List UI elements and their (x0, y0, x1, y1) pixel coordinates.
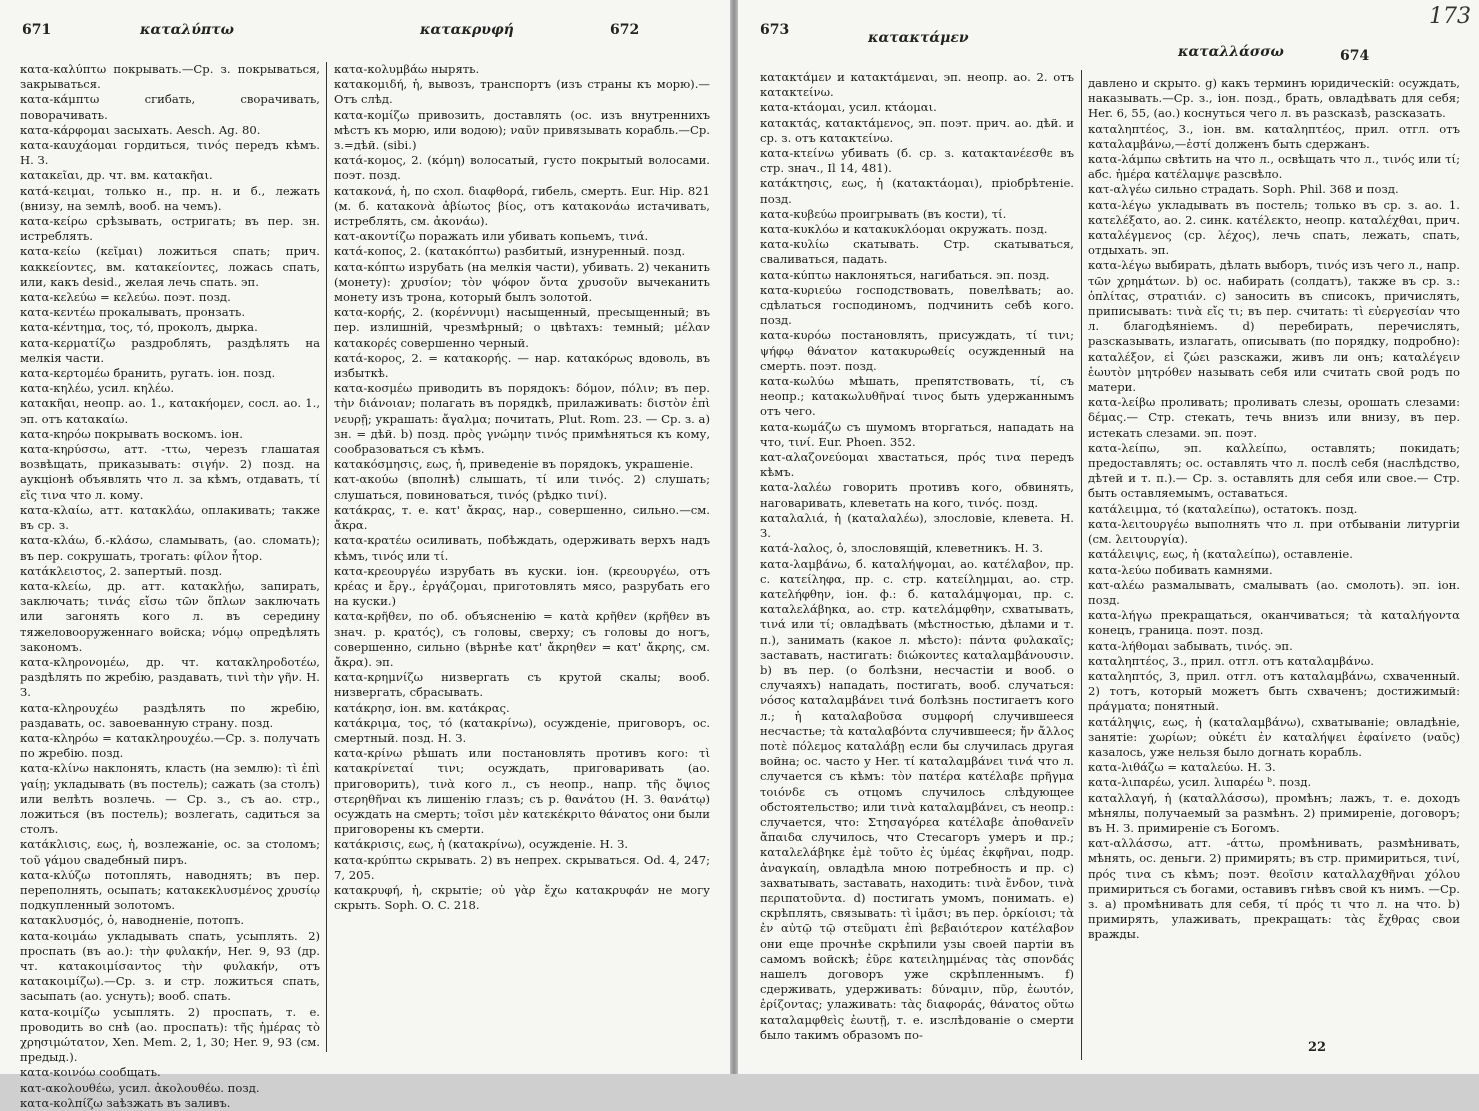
dictionary-entry: κατα-λειτουργέω выполнять что л. при отбываніи литургіи (см. λειτουργία). (1088, 516, 1460, 547)
dictionary-entry: κατα-κλείω, др. атт. κατακλῄω, запирать, заключать; τινάς εἴσω τῶν ὅπλων заключать или загонять кого л. въ середину тяжеловооруженнаго войска; νόμῳ опредѣлять закономъ. (20, 578, 320, 654)
dictionary-entry: καταλλαγή, ἡ (καταλλάσσω), промѣнъ; лажъ, т. е. доходъ мѣнялы, получаемый за размѣнъ. 2) примиреніе, договоръ; въ Н. З. примиреніе съ Богомъ. (1088, 790, 1460, 835)
dictionary-entry: κατα-κοιμάω укладывать спать, усыплять. 2) проспать (въ ао.): τὴν φυλακήν, Her. 9, 93 (др. чт. κατακοιμίσαντος τὴν φυλακήν, отъ κατακοιμίζω).—Ср. з. и стр. ложиться спать, засыпать (ао. уснуть); вооб. спать. (20, 928, 320, 1004)
dictionary-entry: κατακεῖαι, др. чт. вм. κατακῆαι. (20, 168, 213, 183)
dictionary-entry: κατάλειψις, εως, ἡ (καταλείπω), оставленіе. (1088, 547, 1353, 562)
dictionary-entry: κατάκρησ, іон. вм. κατάκρας. (334, 700, 510, 715)
dictionary-entry: κατάκρισις, εως, ἡ (κατακρίνω), осужденіе. Н. З. (334, 837, 629, 852)
column-divider (1081, 70, 1082, 1060)
dictionary-entry: давлено и скрыто. g) какъ терминъ юридическій: осуждать, наказывать.—Ср. з., іон. позд., брать, овладѣвать для себя; Her. 6, 55, (ао.) коснуться чего л. въ разсказѣ, разсказать. (1088, 76, 1460, 121)
dictionary-entry: κατακτάς, κατακτάμενος, эп. поэт. прич. ао. дѣй. и ср. з. отъ κατακτείνω. (760, 115, 1074, 145)
dictionary-entry: κατ-ακούω (вполнѣ) слышать, τί или τινός. 2) слушать; слушаться, повиноваться, τινός (рѣдко τινί). (334, 472, 710, 502)
dictionary-entry: κατακτάμεν и κατακτάμεναι, эп. неопр. ао. 2. отъ κατακτείνω. (760, 70, 1074, 100)
dictionary-entry: καταληπτέος, 3., іон. вм. καταληπτέος, прил. отгл. отъ καταλαμβάνω,—ἐστί долженъ быть сдержанъ. (1088, 121, 1460, 151)
dictionary-entry: κατά-κοπος, 2. (κατακόπτω) разбитый, изнуренный. позд. (334, 244, 686, 259)
dictionary-entry: κατα-κυβεύω проигрывать (въ кости), τί. (760, 206, 1007, 221)
dictionary-entry: κατα-κόπτω изрубать (на мелкія части), убивать. 2) чеканить (монету): χρυσίον; τὸν ψόφον ὄντα χρυσοῦν вычеканить монету изъ трона, который былъ золотой. (334, 259, 710, 305)
dictionary-entry: κατάκριμα, τος, τό (κατακρίνω), осужденіе, приговоръ, ос. смертный. позд. Н. З. (334, 715, 710, 745)
dictionary-entry: κατα-κλαίω, атт. κατακλάω, оплакивать; также въ ср. з. (20, 502, 320, 533)
dictionary-entry: κατα-κείρω срѣзывать, остригать; въ пер. зн. истреблять. (20, 214, 320, 244)
dictionary-entry: καταληπτέος, 3., прил. отгл. отъ καταλαμβάνω. (1088, 653, 1374, 668)
dictionary-entry: κατά-λαλος, ὁ, злословящій, клеветникъ. Н. З. (760, 541, 1043, 556)
dictionary-entry: κατα-κολυμβάω нырять. (334, 62, 480, 76)
dictionary-entry: κατα-λέγω укладывать въ постель; только въ ср. з. ао. 1. κατελέξατο, ао. 2. синк. κατέλεκτο, неопр. καταλέχθαι, прич. καταλέγμενος (ср. λέχος), лечь спать, лежать, спать, отдыхать. эп. (1088, 197, 1461, 258)
dictionary-entry: κατα-λαμβάνω, б. καταλήψομαι, ао. κατέλαβον, пр. с. κατείληφα, пр. с. стр. κατείλημμαι, ао. стр. κατελήφθην, іон. ф.: б. καταλάμψομαι, пр. с. καταλελάβηκα, ао. стр. κατελάμφθην, схватывать, τινά или τί; овладѣвать (мѣстностью, дѣлами и т. п.), занимать (какое л. мѣсто): πάντα φυλακαῖς; заставать, настигать: διώκοντες καταλαμβάνουσιν. b) въ пер. (о болѣзни, несчастіи и вооб. о случаяхъ) нападать, постигать, вооб. случаться: νόσος καταλαμβάνει τινά болѣзнь постигаетъ кого л.; ἡ καταλαβοῦσα συμφορή случившееся несчастье; τὰ καταλαβόντα случившееся; ἤν ἄλλος ποτὲ πόλεμος καταλάβῃ если бы случилась другая война; ос. часто у Her. τί καταλαμβάνει τινά что л. случается съ кѣмъ: τὸν πατέρα κατέλαβε πρῆγμα τοιόνδε съ отцомъ случилось слѣдующее обстоятельство; или τινὰ καταλαμβάνει, съ неопр.: случается, что: Στησαγόρεα κατέλαβε ἀποθανεῖν ἄπαιδα случилось, что Стесагоръ умеръ и пр.; καταλελάβηκε ἐμὲ τοῦτο ἐς ὑμέας ἐκφῆναι, подр. ἀναγκαίη, овладѣла мною потребность и пр. c) захватывать, заставать, находить: τινὰ ἔνδον, τινὰ περιπατοῦντα. d) постигать умомъ, понимать. e) скрѣплять, связывать: τὶ ἱμᾶσι; въ пер. ὁρκίοισι; τὰ ἐν αὐτῷ τῷ στεῦματι ἐπὶ βεβαιότερον κατέλαβον они еще прочнѣе скрѣпили узы своей партіи въ самомъ войскѣ; ἐῦρε κατειλημμένας τὰς σπονδάς нашелъ договоръ уже скрѣпленнымъ. f) сдерживать, удерживать: δύναμιν, πῦρ, ἐωυτόν, ἐρίζοντας; улаживать: τὰς διαφοράς, θάνατος οὕτω καταλαμφθεὶς ἐωυτῇ, т. е. изслѣдованіе о смерти было такимъ образомъ по- (760, 556, 1074, 1042)
dictionary-entry: κατα-κυκλόω и κατακυκλόομαι окружать. позд. (760, 222, 1048, 237)
dictionary-entry: κατα-κληρόω = κατακληρουχέω.—Ср. з. получать по жребію. позд. (20, 730, 320, 761)
dictionary-entry: κατα-κάρφομαι засыхать. Aesch. Ag. 80. (20, 122, 261, 137)
dictionary-entry: κατα-λιθάζω = καταλεύω. Н. З. (1088, 760, 1276, 775)
dictionary-entry: κατ-ακολουθέω, усил. ἀκολουθέω. позд. (20, 1080, 260, 1095)
dictionary-entry: κατα-κηρύσσω, атт. -ττω, черезъ глашатая возвѣщать, приказывать: σιγήν. 2) позд. на аукціонѣ объявлять что л. за кѣмъ, отдавать, τί εἴς τινα что л. кому. (20, 442, 320, 502)
dictionary-entry: κατα-λαλέω говорить противъ кого, обвинять, наговаривать, клеветать на кого, τινός. позд. (760, 480, 1074, 510)
dictionary-entry: κατάλειμμα, τό (καταλείπω), остатокъ. позд. (1088, 501, 1358, 516)
dictionary-entry: κατα-κεντέω прокалывать, пронзать. (20, 305, 246, 320)
signature-number: 22 (1308, 1040, 1327, 1055)
book-gutter (730, 0, 738, 1074)
guide-word-left: κατακτάμεν (868, 30, 969, 46)
dictionary-entry: κατα-κλύζω потоплять, наводнять; въ пер. переполнять, осыпать; κατακεκλυσμένος χρυσίῳ подкупленный золотомъ. (20, 867, 320, 913)
dictionary-entry: κατάκλισις, εως, ἡ, возлежаніе, ос. за столомъ; τοῦ γάμου свадебный пиръ. (20, 837, 320, 867)
dictionary-entry: κατ-αλγέω сильно страдать. Soph. Phil. 368 и позд. (1088, 182, 1399, 197)
dictionary-entry: κατα-κοιμίζω усыплять. 2) проспать, т. е. проводить во снѣ (ао. проспать): τῆς ἡμέρας τὸ χρησιμώτατον, Xen. Mem. 2, 1, 30; Her. 9, 93 (см. предыд.). (20, 1004, 320, 1065)
dictionary-entry: κατακομιδή, ἡ, вывозъ, транспортъ (изъ страны къ морю).—Отъ слѣд. (334, 77, 710, 107)
left-page-column-2 (334, 62, 710, 913)
dictionary-entry: κατα-κτείνω убивать (б. ср. з. κατακτανέεσθε въ стр. знач., Il 14, 481). (760, 146, 1074, 176)
left-page-column-1 (20, 62, 320, 1111)
dictionary-entry: κατα-κορής, 2. (κορέννυμι) насыщенный, пресыщенный; въ пер. излишній, чрезмѣрный; о цвѣтахъ: темный; μέλαν κατακορές совершенно черный. (334, 305, 710, 350)
dictionary-entry: κατα-λήθομαι забывать, τινός. эп. (1088, 638, 1293, 653)
dictionary-entry: καταληπτός, 3, прил. отгл. отъ καταλαμβάνω, схваченный. 2) тотъ, который можетъ быть схваченъ; достижимый: πράγματα; понятный. (1088, 668, 1460, 714)
page-number-674: 674 (1340, 48, 1370, 64)
dictionary-entry: κατα-κάμπτω сгибать, сворачивать, поворачивать. (20, 92, 320, 122)
dictionary-entry: κατάκρας, т. е. κατ' ἄκρας, нар., совершенно, сильно.—см. ἄκρα. (334, 502, 710, 533)
dictionary-entry: κατα-λιπαρέω, усил. λιπαρέω ᵇ. позд. (1088, 775, 1312, 790)
dictionary-entry: κατα-κρύπτω скрывать. 2) въ непрех. скрываться. Od. 4, 247; 7, 205. (334, 852, 710, 882)
column-divider (326, 62, 327, 1052)
dictionary-entry: κατα-λείπω, эп. καλλείπω, оставлять; покидать; предоставлять; ос. оставлять что л. послѣ себя (наслѣдство, дѣтей и т. п.).— Ср. з. оставлять для себя или свое.— Стр. быть оставляемымъ, оставаться. (1088, 440, 1460, 501)
dictionary-entry: κατα-κερτομέω бранить, ругать. іон. позд. (20, 366, 276, 381)
handwritten-note: 173 (1429, 4, 1471, 29)
dictionary-entry: κατα-κομίζω привозить, доставлять (ос. изъ внутреннихъ мѣстъ къ морю, или водою); ναῦν привязывать корабль.—Ср. з.=дѣй. (sibi.) (334, 107, 710, 153)
dictionary-entry: κατα-κηλέω, усил. κηλέω. (20, 381, 175, 396)
dictionary-entry: κατακρυφή, ἡ, скрытіе; οὐ γὰρ ἔχω κατακρυφάν не могу скрыть. Soph. O. C. 218. (334, 882, 710, 913)
dictionary-entry: κατα-κωμάζω съ шумомъ вторгаться, нападать на что, τινί. Eur. Phoen. 352. (760, 419, 1074, 449)
dictionary-entry: κατα-κληρονομέω, др. чт. κατακληροδοτέω, раздѣлять по жребію, раздавать, τινὶ τὴν γῆν. Н. З. (20, 654, 320, 700)
dictionary-entry: κατ-αλλάσσω, атт. -άττω, промѣнивать, размѣнивать, мѣнять, ос. деньги. 2) примирять; въ стр. примириться, τινί, πρός τινα съ кѣмъ; поэт. θεοῖσιν καταλλαχθῆναι χόλου примириться съ богами, оставивъ гнѣвъ свой къ нимъ. —Ср. з. а) промѣнивать для себя, τί πρός τι что л. на что. b) примирять, улаживать, прекращать: τὰς ἔχθρας свои вражды. (1088, 836, 1460, 942)
right-page (738, 0, 1479, 1074)
dictionary-entry: κατα-κτάομαι, усил. κτάομαι. (760, 100, 937, 115)
dictionary-entry: κατα-κυριεύω господствовать, повелѣвать; ао. сдѣлаться господиномъ, подчинить себѣ кого. позд. (760, 282, 1074, 328)
page-number-673: 673 (760, 22, 790, 38)
dictionary-entry: κατα-κερματίζω раздроблять, раздѣлять на мелкія части. (20, 335, 320, 365)
dictionary-entry: κατα-λήγω прекращаться, оканчиваться; τὰ καταλήγοντα конецъ, граница. поэт. позд. (1088, 608, 1460, 638)
dictionary-entry: κατά-κορος, 2. = κατακορής. — нар. κατακόρως вдоволь, въ избыткѣ. (334, 350, 710, 381)
dictionary-entry: κατα-κλίνω наклонять, класть (на землю): τὶ ἐπὶ γαίῃ; укладывать (въ постель); сажать (за столъ) или велѣть возлечь. — Ср. з., съ ао. стр., ложиться (въ постель); возлегать, садиться за столъ. (20, 761, 320, 837)
dictionary-entry: κατα-κέντημα, τος, τό, проколъ, дырка. (20, 320, 258, 335)
dictionary-entry: κατα-κείω (κεῖμαι) ложиться спать; прич. κακκείοντες, вм. κατακείοντες, ложась спать, или, какъ desid., желая лечь спать. эп. (20, 244, 320, 289)
dictionary-entry: κατακῆαι, неопр. ао. 1., κατακήομεν, сосл. ао. 1., эп. отъ κατακαίω. (20, 396, 320, 426)
left-page (0, 0, 730, 1110)
dictionary-entry: κατα-κρεουργέω изрубать въ куски. іон. (κρεουργέω, отъ κρέας и ἔργ., ἐργάζομαι, приготовлять мясо, разрубать его на куски.) (334, 563, 710, 609)
dictionary-entry: κατάληψις, εως, ἡ (καταλαμβάνω), схватываніе; овладѣніе, занятіе: χωρίων; οὐκέτι ἐν καταλήψει ἐφαίνετο (ναῦς) казалось, уже нельзя было догнать корабль. (1088, 714, 1460, 759)
dictionary-entry: κατα-κύπτω наклоняться, нагибаться. эп. позд. (760, 267, 1050, 282)
dictionary-entry: κατα-καλύπτω покрывать.—Ср. з. покрываться, закрываться. (20, 62, 320, 92)
dictionary-entry: κατά-κειμαι, только н., пр. н. и б., лежать (внизу, на землѣ, вооб. на чемъ). (20, 183, 320, 213)
dictionary-entry: κατα-κρίνω рѣшать или постановлять противъ кого: τὶ κατακρίνεταί τινι; осуждать, приговаривать (ао. приговорить), τινὰ кого л., съ неопр., напр. τῆς ὄψιος στερηθῆναι къ лишенію глазъ; съ р. θανάτου (Н. З. θανάτῳ) осуждать на смерть; τοῖσι μὲν κατεκέκριτο θάνατος они были приговорены къ смерти. (334, 746, 710, 837)
dictionary-entry: κατα-κολπίζω заѣзжать въ заливъ. (20, 1095, 231, 1110)
dictionary-entry: κατα-κοσμέω приводить въ порядокъ: δόμον, πόλιν; въ пер. τὴν διάνοιαν; полагать въ порядкѣ, прилаживать: διστὸν ἐπὶ νευρῇ; украшать: ἄγαλμα; почитать, Plut. Rom. 23. — Ср. з. а) зн. = дѣй. b) позд. πρὸς γνώμην τινός примѣняться къ кому, сообразоваться съ кѣмъ. (334, 381, 710, 457)
dictionary-entry: κατ-αλέω размалывать, смалывать (ао. смолоть). эп. іон. позд. (1088, 577, 1460, 607)
right-page-column-2 (1088, 76, 1460, 943)
dictionary-entry: κατα-λέγω выбирать, дѣлать выборъ, τινός изъ чего л., напр. τῶν χρημάτων. b) ос. набирать (солдатъ), также въ ср. з.: ὁπλίτας, στρατιάν. c) заносить въ списокъ, причислять, приписывать: τινὰ εἴς τι; въ пер. считать: τὶ εὐεργεσίαν что л. благодѣяніемъ. d) перебирать, перечислять, разсказывать, излагать, описывать (по порядку, подробно): καταλέξον, εἰ ζώει разскажи, живъ ли онъ; καταλέγειν ἑωυτὸν μητρόθεν называть себя или считать свой родъ по матери. (1088, 258, 1460, 395)
dictionary-entry: κατακονά, ἡ, по схол. διαφθορά, гибель, смерть. Eur. Hip. 821 (м. б. κατακονὰ ἀβίωτος βίος, отъ κατακονάω истачивать, истреблять, см. ἀκονάω). (334, 183, 710, 229)
dictionary-entry: κατάκτησις, εως, ἡ (κατακτάομαι), пріобрѣтеніе. позд. (760, 176, 1074, 206)
dictionary-entry: κατα-λείβω проливать; проливать слезы, орошать слезами: δέμας.— Стр. стекать, течь внизъ или внизу, въ пер. истекать слезами. эп. поэт. (1088, 395, 1460, 440)
dictionary-entry: κατα-κρατέω осиливать, побѣждать, одерживать верхъ надъ кѣмъ, τινός или τί. (334, 533, 710, 563)
dictionary-entry: κατακόσμησις, εως, ἡ, приведеніе въ порядокъ, украшеніе. (334, 457, 694, 472)
dictionary-entry: κατα-κληρουχέω раздѣлять по жребію, раздавать, ос. завоеванную страну. позд. (20, 700, 320, 730)
dictionary-entry: κατα-κυρόω постановлять, присуждать, τί τινι; ψήφῳ θάνατον κατακυρωθείς осужденный на смерть. поэт. позд. (760, 328, 1074, 373)
dictionary-entry: κατα-κελεύω = κελεύω. поэт. позд. (20, 290, 231, 305)
dictionary-entry: κατα-κρῆθεν, по об. объясненію = κατὰ κρῆθεν (κρῆθεν въ знач. р. κρατός), съ головы, сверху; съ головы до ногъ, совершенно, сильно (вѣрнѣе κατ' ἄκρηθεν = κατ' ἄκρης, см. ἄκρα). эп. (334, 609, 710, 669)
page-number-672: 672 (610, 22, 640, 38)
dictionary-entry: κατα-κηρόω покрывать воскомъ. іон. (20, 426, 243, 441)
dictionary-entry: κατα-κρημνίζω низвергать съ крутой скалы; вооб. низвергать, сбрасывать. (334, 670, 710, 700)
page-number-671: 671 (22, 22, 52, 38)
dictionary-entry: κατα-κοινόω сообщать. (20, 1065, 161, 1080)
dictionary-entry: κατά-κομος, 2. (κόμη) волосатый, густо покрытый волосами. поэт. позд. (334, 153, 710, 183)
dictionary-entry: κατ-αλαζονεύομαι хвастаться, πρός τινα передъ кѣмъ. (760, 450, 1074, 480)
dictionary-entry: κατ-ακοντίζω поражать или убивать копьемъ, τινά. (334, 229, 649, 244)
dictionary-entry: κατα-λάμπω свѣтить на что л., освѣщать что л., τινός или τί; абс. ἡμέρα κατέλαμψε разсвѣло. (1088, 152, 1460, 182)
right-page-column-1 (760, 70, 1074, 1043)
dictionary-entry: κατα-καυχάομαι гордиться, τινός передъ кѣмъ. Н. З. (20, 138, 320, 168)
dictionary-entry: κατάκλειστος, 2. запертый. позд. (20, 563, 223, 578)
dictionary-entry: κατακλυσμός, ὁ, наводненіе, потопъ. (20, 913, 245, 928)
guide-word-right: καταλλάσσω (1178, 44, 1284, 60)
dictionary-entry: κατα-κλάω, б.-κλάσω, сламывать, (ао. сломать); въ пер. сокрушать, трогать: φίλον ἦτορ. (20, 533, 320, 563)
dictionary-entry: καταλαλιά, ἡ (καταλαλέω), злословіе, клевета. Н. З. (760, 510, 1074, 541)
dictionary-entry: κατα-κυλίω скатывать. Стр. скатываться, сваливаться, падать. (760, 237, 1074, 267)
dictionary-entry: κατα-κωλύω мѣшать, препятствовать, τί, съ неопр.; κατακωλυθῆναί τινος быть удержаннымъ отъ чего. (760, 374, 1074, 419)
guide-word-left: καταλύπτω (140, 22, 234, 38)
guide-word-right: κατακρυφή (420, 22, 514, 38)
dictionary-entry: κατα-λεύω побивать камнями. (1088, 562, 1273, 577)
